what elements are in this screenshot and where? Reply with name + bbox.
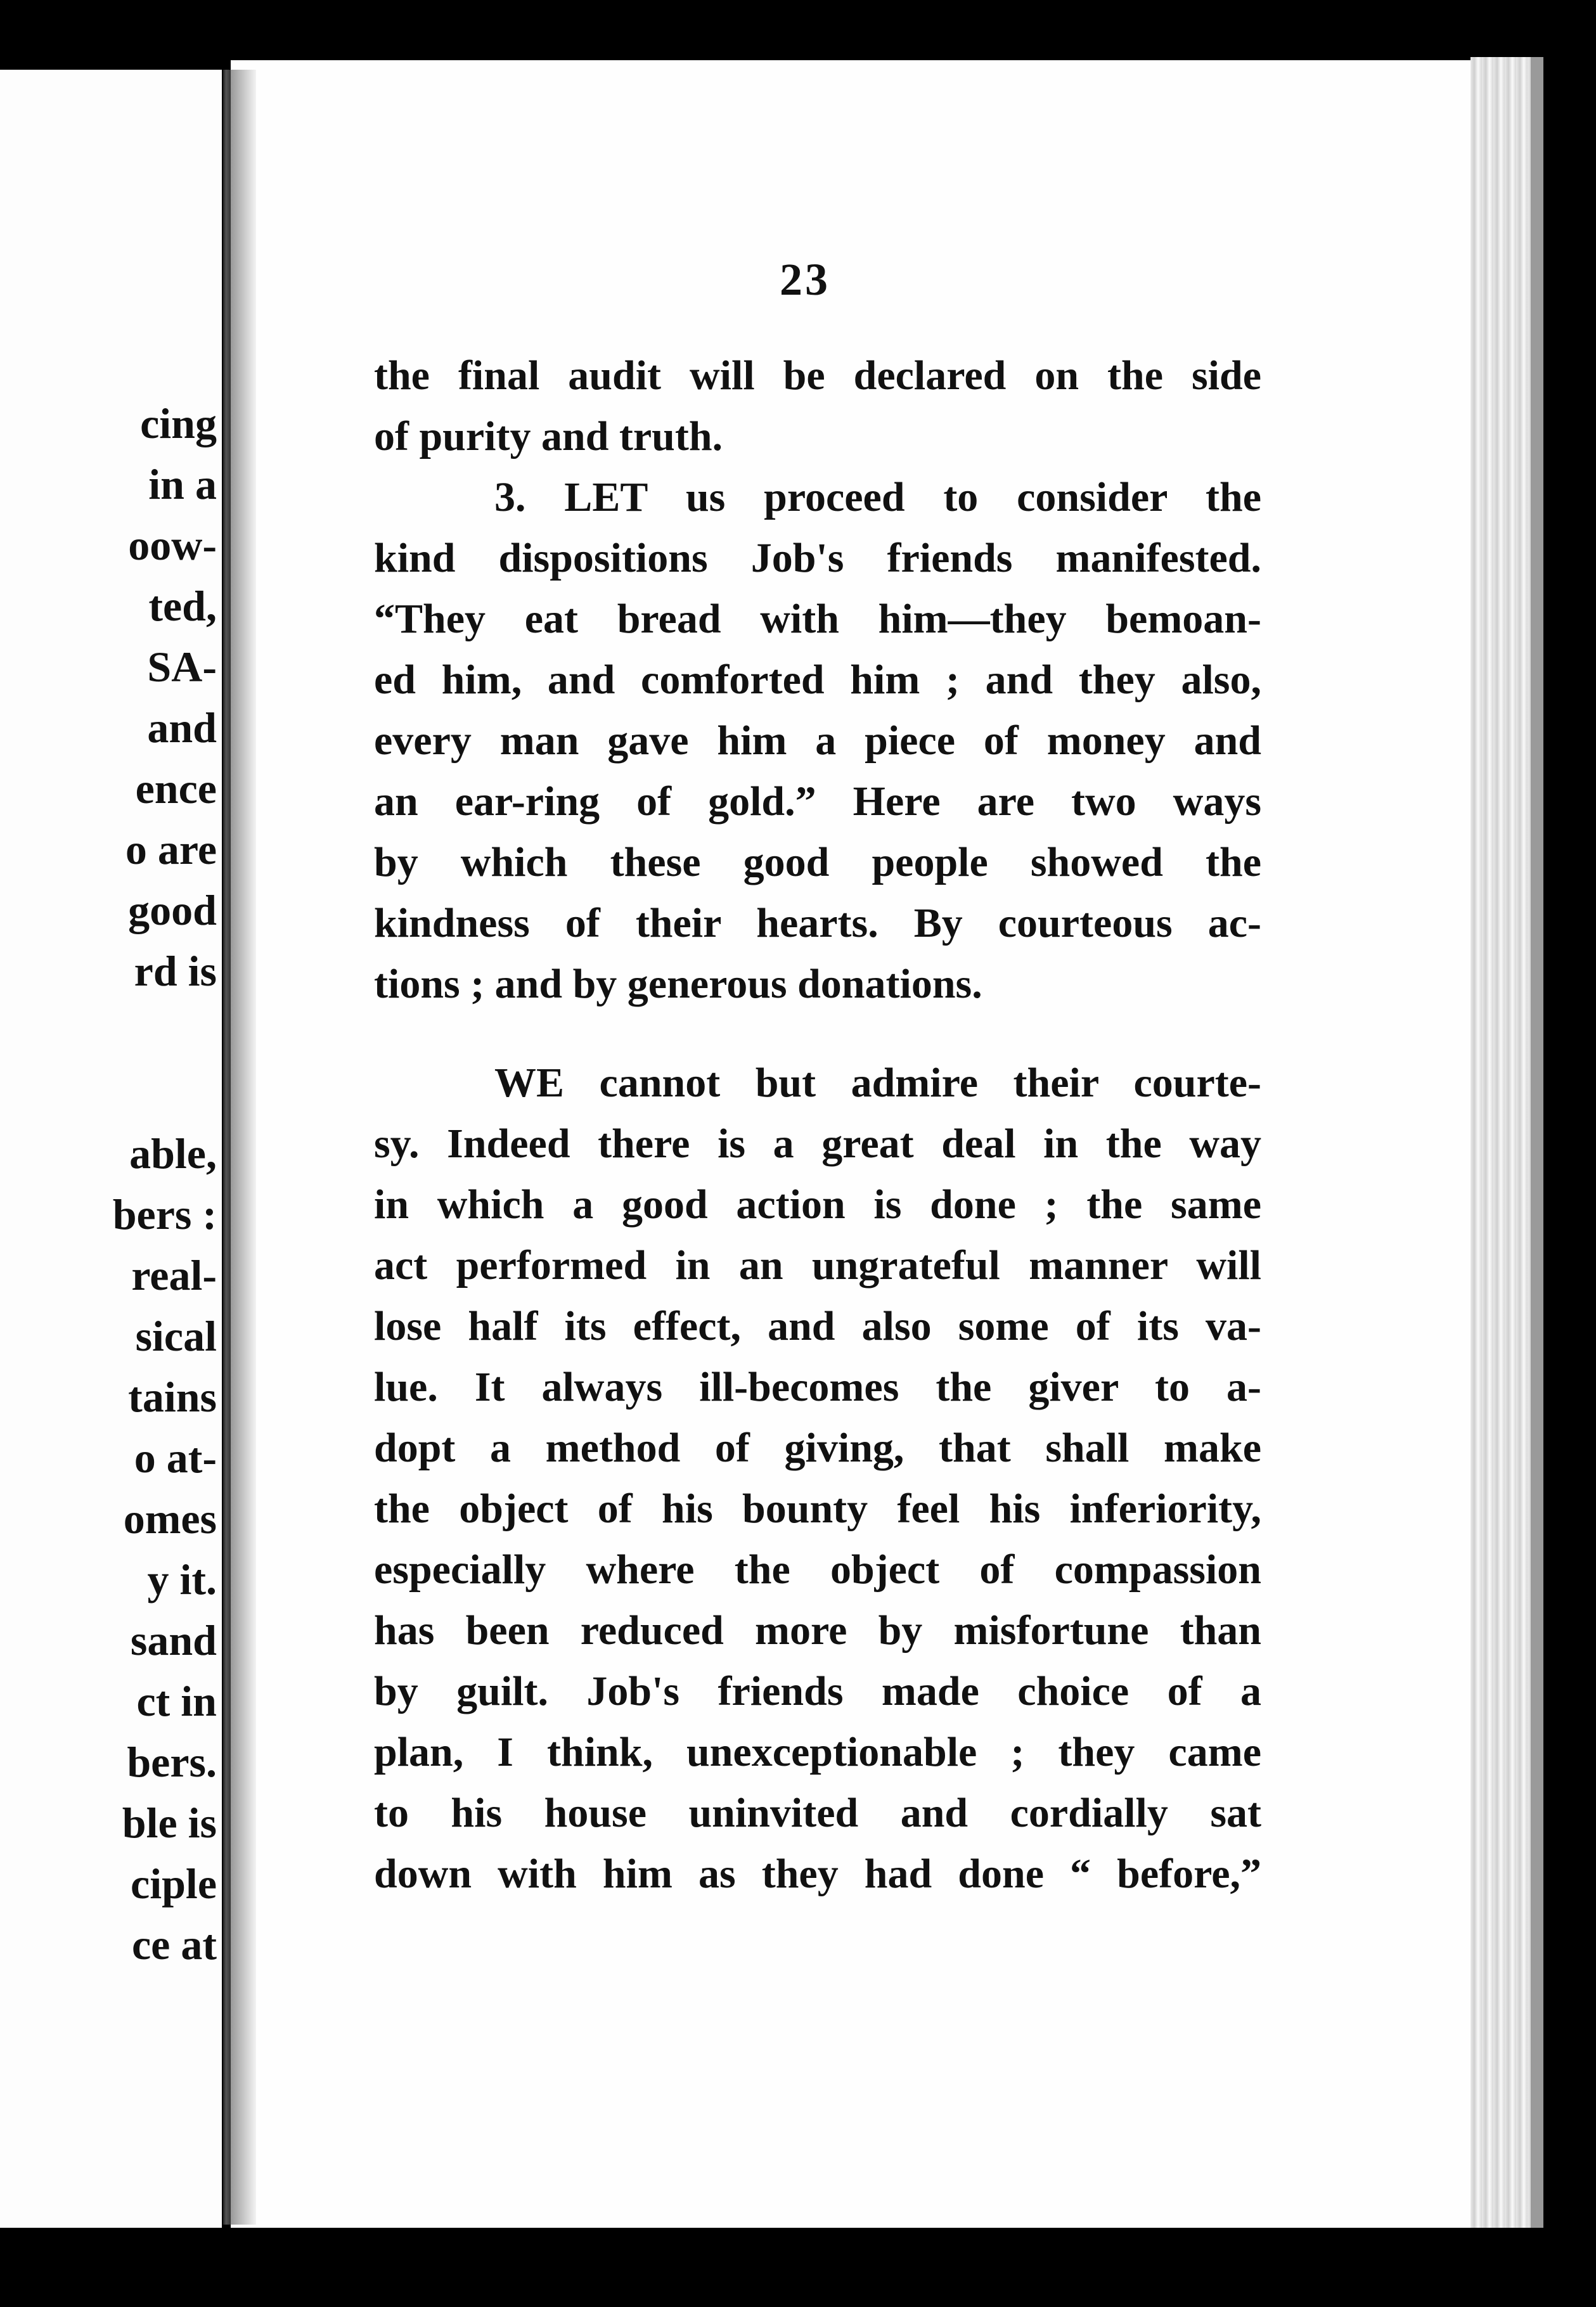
left-line: ce at <box>131 1920 217 1969</box>
text-line: of purity and truth. <box>374 413 723 459</box>
left-line: ct in <box>136 1677 217 1725</box>
left-line: o are <box>125 825 217 873</box>
left-line: bers : <box>112 1190 217 1238</box>
left-line: omes <box>123 1494 217 1543</box>
text-line: dopt a method of giving, that shall make <box>374 1425 1261 1471</box>
text-line: kindness of their hearts. By courteous ac- <box>374 900 1261 946</box>
left-line: cing <box>140 399 217 447</box>
paragraph-gap <box>374 1015 1261 1053</box>
left-line: able, <box>129 1129 217 1178</box>
text-line: kind dispositions Job's friends manifested. <box>374 535 1261 581</box>
left-line <box>113 1001 222 1062</box>
left-line: sical <box>135 1312 217 1360</box>
left-line: good <box>128 886 217 934</box>
text-line: act performed in an ungrateful manner will <box>374 1242 1261 1288</box>
text-line: every man gave him a piece of money and <box>374 717 1261 764</box>
body-text <box>374 345 1261 1905</box>
left-line: in a <box>148 460 217 508</box>
text-line: ed him, and comforted him ; and they also, <box>374 657 1261 703</box>
text-line: lose half its effect, and also some of its va- <box>374 1303 1261 1349</box>
text-line: by guilt. Job's friends made choice of a <box>374 1668 1261 1714</box>
left-page <box>0 70 222 2231</box>
left-line: ciple <box>131 1860 217 1908</box>
text-line: the final audit will be declared on the side <box>374 352 1261 399</box>
text-line: 3. LET us proceed to consider the <box>494 474 1261 520</box>
left-line: rd is <box>134 947 217 995</box>
left-line: o at- <box>134 1434 217 1482</box>
text-line: the object of his bounty feel his inferiority, <box>374 1486 1261 1532</box>
page-edges <box>1471 57 1534 2231</box>
text-line: plan, I think, unexceptionable ; they came <box>374 1729 1261 1775</box>
text-line: to his house uninvited and cordially sat <box>374 1790 1261 1836</box>
text-line: “They eat bread with him—they bemoan- <box>374 596 1261 642</box>
page-edge-shadow <box>1531 57 1543 2231</box>
gutter-shadow <box>231 70 256 2225</box>
left-line: ble is <box>122 1799 217 1847</box>
left-line <box>113 1062 222 1123</box>
text-line: WE cannot but admire their courte- <box>494 1060 1261 1106</box>
left-line: y it. <box>147 1555 217 1603</box>
left-line: SA- <box>147 643 217 691</box>
text-line: down with him as they had done “ before,” <box>374 1851 1261 1897</box>
text-line: in which a good action is done ; the same <box>374 1181 1261 1228</box>
left-line: sand <box>130 1616 217 1664</box>
left-line: bers. <box>127 1738 217 1786</box>
text-line: especially where the object of compassion <box>374 1546 1261 1593</box>
left-line: oow- <box>128 521 217 569</box>
page-number: 23 <box>780 254 830 305</box>
left-line: tains <box>128 1373 217 1421</box>
left-line: real- <box>131 1251 217 1299</box>
text-line: has been reduced more by misfortune than <box>374 1607 1261 1654</box>
left-line: and <box>147 704 217 752</box>
text-line: sy. Indeed there is a great deal in the way <box>374 1121 1261 1167</box>
text-line: an ear-ring of gold.” Here are two ways <box>374 778 1261 825</box>
text-line: lue. It always ill-becomes the giver to a- <box>374 1364 1261 1410</box>
left-line: ence <box>135 764 217 813</box>
book-gutter <box>223 70 231 2225</box>
left-line: ted, <box>148 582 217 630</box>
text-line: tions ; and by generous donations. <box>374 961 982 1007</box>
left-page-text <box>113 393 222 1975</box>
text-line: by which these good people showed the <box>374 839 1261 885</box>
scan-border-bottom <box>0 2228 1596 2307</box>
